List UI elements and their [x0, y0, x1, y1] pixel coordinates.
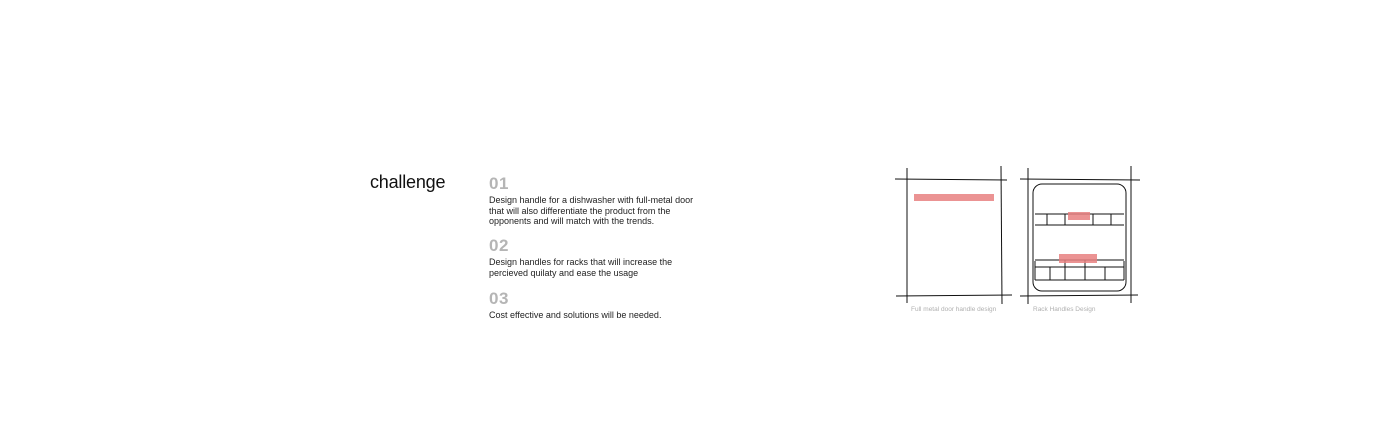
- rack-handle-highlight-upper: [1068, 212, 1090, 220]
- door-caption: Full metal door handle design: [911, 306, 997, 313]
- door-handle-highlight: [914, 194, 994, 201]
- challenge-item-03: [489, 290, 729, 321]
- dishwasher-sketch: [895, 164, 1145, 304]
- challenge-number: 01: [489, 174, 509, 193]
- door-sketch: [895, 166, 1012, 304]
- challenge-text: Cost effective and solutions will be needed.: [489, 310, 662, 320]
- challenge-number: 03: [489, 289, 509, 308]
- challenge-item-01: [489, 175, 729, 227]
- rack-sketch: [1020, 166, 1140, 304]
- challenge-text: Design handle for a dishwasher with full-metal door that will also differentiate the product from the opponents and will match with the trends.: [489, 195, 694, 226]
- challenge-number: 02: [489, 236, 509, 255]
- rack-caption: Rack Handles Design: [1033, 306, 1096, 313]
- challenge-text: Design handles for racks that will increase the percieved quilaty and ease the usage: [489, 257, 673, 278]
- challenge-item-02: [489, 237, 729, 278]
- section-title: challenge: [370, 172, 446, 192]
- rack-handle-highlight-lower: [1059, 254, 1097, 263]
